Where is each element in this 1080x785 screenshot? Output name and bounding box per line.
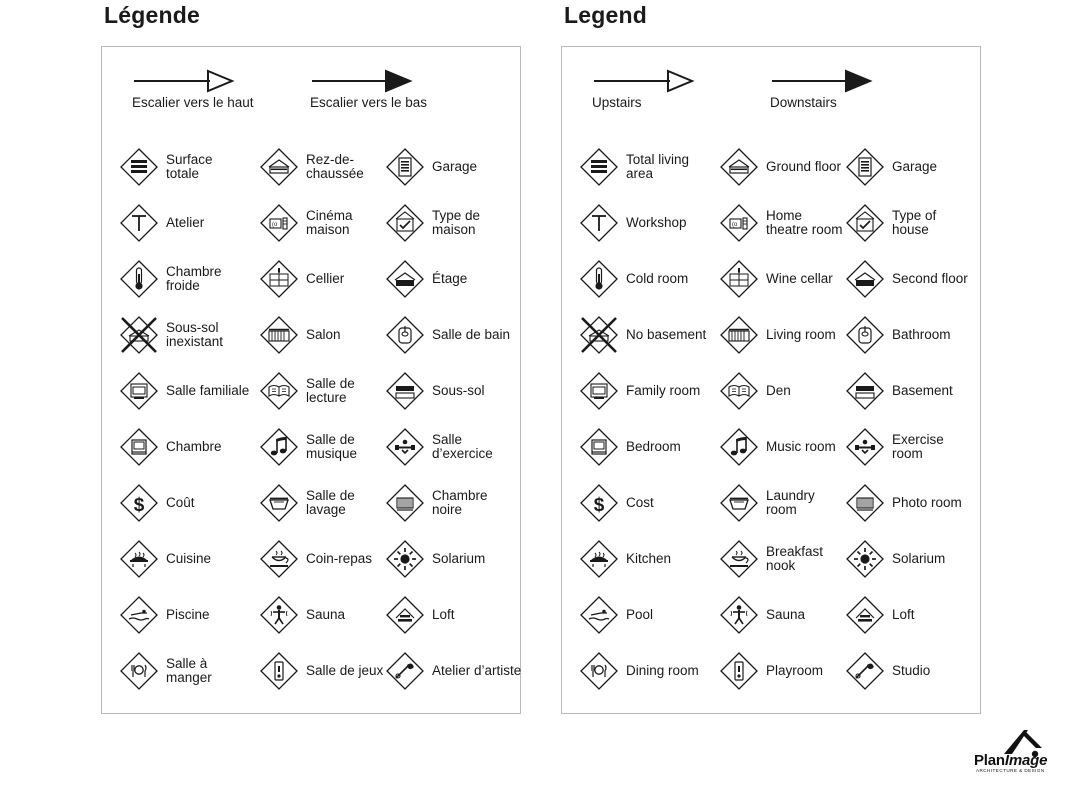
laundry-room-icon <box>258 482 300 524</box>
dining-room-icon <box>118 650 160 692</box>
legend-item-label: Solarium <box>892 550 946 566</box>
legend-item-label: Bedroom <box>626 438 681 454</box>
legend-item <box>578 195 718 251</box>
legend-item-label: Salle de bain <box>432 326 511 342</box>
legend-item-label: Coût <box>166 494 195 510</box>
legend-item-label: Den <box>766 382 791 398</box>
legend-item-label: Ground floor <box>766 158 842 174</box>
svg-text:$: $ <box>133 495 145 516</box>
exercise-room-icon <box>384 426 426 468</box>
legend-item-label: Salle de lecture <box>306 375 355 405</box>
legend-grid-fr <box>102 139 520 699</box>
legend-item <box>844 419 984 475</box>
legend-item-label: Laundry room <box>766 487 815 517</box>
legend-item <box>118 139 258 195</box>
legend-item <box>384 251 524 307</box>
legend-item-label: Cuisine <box>166 550 212 566</box>
home-theatre-icon <box>718 202 760 244</box>
bedroom-icon <box>118 426 160 468</box>
den-icon <box>718 370 760 412</box>
legend-item-label: Salle à manger <box>166 655 212 685</box>
photo-room-icon <box>384 482 426 524</box>
legend-item-label: Salle de lavage <box>306 487 355 517</box>
legend-item-label: Cellier <box>306 270 345 286</box>
legend-item <box>844 139 984 195</box>
legend-item <box>578 139 718 195</box>
legend-item <box>578 251 718 307</box>
legend-item <box>258 307 384 363</box>
legend-item-label: Garage <box>892 158 938 174</box>
legend-item-label: Sous-sol inexistant <box>166 319 224 349</box>
legend-item <box>844 587 984 643</box>
breakfast-nook-icon <box>258 538 300 580</box>
type-of-house-icon <box>384 202 426 244</box>
legend-item-label: Type of house <box>892 207 937 237</box>
legend-item <box>844 363 984 419</box>
legend-panel-fr <box>101 46 521 714</box>
legend-item-label: Cold room <box>626 270 689 286</box>
legend-item-label: Home theatre room <box>766 207 843 237</box>
legend-item-label: Chambre noire <box>432 487 488 517</box>
legend-item <box>258 363 384 419</box>
legend-arrow-upstairs-fr <box>132 67 254 110</box>
loft-icon <box>384 594 426 636</box>
legend-item <box>258 643 384 699</box>
legend-item <box>258 139 384 195</box>
legend-item <box>718 643 844 699</box>
kitchen-icon <box>578 538 620 580</box>
svg-text:(o: (o <box>732 222 738 228</box>
logo-brand-italic: Image <box>1004 752 1048 769</box>
legend-item-label: Pool <box>626 606 654 622</box>
legend-item-label: Salle de jeux <box>306 662 384 678</box>
exercise-room-icon <box>844 426 886 468</box>
type-of-house-icon <box>844 202 886 244</box>
living-room-icon <box>258 314 300 356</box>
legend-item <box>718 195 844 251</box>
legend-item <box>844 307 984 363</box>
pool-icon <box>118 594 160 636</box>
wine-cellar-icon <box>718 258 760 300</box>
legend-item <box>118 195 258 251</box>
legend-item-label: Loft <box>432 606 455 622</box>
workshop-icon <box>118 202 160 244</box>
total-living-area-icon <box>118 146 160 188</box>
legend-item <box>118 419 258 475</box>
legend-item-label: Wine cellar <box>766 270 833 286</box>
bathroom-icon <box>844 314 886 356</box>
logo-tagline: ARCHITECTURE & DESIGN <box>976 768 1045 773</box>
legend-item <box>384 195 524 251</box>
legend-item <box>718 475 844 531</box>
legend-item <box>578 643 718 699</box>
legend-item <box>258 419 384 475</box>
dining-room-icon <box>578 650 620 692</box>
legend-item <box>118 587 258 643</box>
playroom-icon <box>258 650 300 692</box>
sauna-icon <box>258 594 300 636</box>
legend-item <box>384 587 524 643</box>
legend-item-label: Cinéma maison <box>306 207 353 237</box>
music-room-icon <box>718 426 760 468</box>
svg-text:$: $ <box>593 495 605 516</box>
arrow-up-outline-icon <box>132 67 237 93</box>
legend-item <box>844 531 984 587</box>
den-icon <box>258 370 300 412</box>
bedroom-icon <box>578 426 620 468</box>
legend-item <box>578 531 718 587</box>
legend-item <box>384 307 524 363</box>
studio-icon <box>844 650 886 692</box>
legend-panel-en <box>561 46 981 714</box>
legend-item-label: Atelier <box>166 214 205 230</box>
bathroom-icon <box>384 314 426 356</box>
no-basement-icon <box>118 314 160 356</box>
legend-item <box>578 419 718 475</box>
legend-item <box>578 475 718 531</box>
legend-item <box>844 195 984 251</box>
playroom-icon <box>718 650 760 692</box>
legend-item <box>718 251 844 307</box>
basement-icon <box>384 370 426 412</box>
arrow-down-solid-icon <box>310 67 415 93</box>
workshop-icon <box>578 202 620 244</box>
legend-grid-en <box>562 139 980 699</box>
wine-cellar-icon <box>258 258 300 300</box>
legend-item-label: Dining room <box>626 662 699 678</box>
cold-room-icon <box>118 258 160 300</box>
legend-item-label: Coin-repas <box>306 550 373 566</box>
legend-item <box>578 363 718 419</box>
legend-item <box>384 419 524 475</box>
ground-floor-icon <box>258 146 300 188</box>
legend-item-label: Garage <box>432 158 478 174</box>
family-room-icon <box>578 370 620 412</box>
legend-item <box>258 531 384 587</box>
legend-item-label: Salle d’exercice <box>432 431 493 461</box>
laundry-room-icon <box>718 482 760 524</box>
home-theatre-icon <box>258 202 300 244</box>
legend-arrow-downstairs-en <box>770 67 875 110</box>
legend-item-label: Salle de musique <box>306 431 358 461</box>
legend-item-label: Piscine <box>166 606 210 622</box>
legend-item-label: Loft <box>892 606 915 622</box>
legend-item-label: Sous-sol <box>432 382 485 398</box>
cold-room-icon <box>578 258 620 300</box>
garage-icon <box>384 146 426 188</box>
legend-item-label: Family room <box>626 382 701 398</box>
cost-icon <box>578 482 620 524</box>
legend-arrow-downstairs-fr <box>310 67 427 110</box>
legend-item <box>718 363 844 419</box>
legend-item-label: Kitchen <box>626 550 672 566</box>
living-room-icon <box>718 314 760 356</box>
legend-item-label: Solarium <box>432 550 486 566</box>
legend-item <box>258 587 384 643</box>
legend-item-label: Photo room <box>892 494 962 510</box>
legend-item-label: Exercise room <box>892 431 944 461</box>
planimage-logo <box>966 730 1070 778</box>
legend-item <box>384 531 524 587</box>
cost-icon <box>118 482 160 524</box>
legend-item <box>718 419 844 475</box>
legend-arrow-upstairs-en <box>592 67 697 110</box>
music-room-icon <box>258 426 300 468</box>
legend-item <box>118 251 258 307</box>
second-floor-icon <box>844 258 886 300</box>
sauna-icon <box>718 594 760 636</box>
legend-item <box>258 475 384 531</box>
arrow-up-outline-icon <box>592 67 697 93</box>
legend-item-label: Basement <box>892 382 953 398</box>
legend-item <box>384 139 524 195</box>
total-living-area-icon <box>578 146 620 188</box>
legend-item-label: Surface totale <box>166 151 213 181</box>
legend-item-label: Type de maison <box>432 207 481 237</box>
legend-item-label: Salle familiale <box>166 382 250 398</box>
breakfast-nook-icon <box>718 538 760 580</box>
page-title-fr: Légende <box>104 2 200 28</box>
legend-item <box>578 587 718 643</box>
legend-item <box>844 251 984 307</box>
legend-item-label: Second floor <box>892 270 968 286</box>
garage-icon <box>844 146 886 188</box>
legend-item <box>718 531 844 587</box>
legend-item <box>578 307 718 363</box>
legend-item-label: Bathroom <box>892 326 951 342</box>
ground-floor-icon <box>718 146 760 188</box>
legend-item-label: Chambre <box>166 438 222 454</box>
legend-item <box>718 139 844 195</box>
legend-item-label: No basement <box>626 326 707 342</box>
svg-text:(o: (o <box>272 222 278 228</box>
legend-item-label: Studio <box>892 662 931 678</box>
legend-item <box>844 643 984 699</box>
legend-item <box>718 587 844 643</box>
legend-item <box>118 363 258 419</box>
photo-room-icon <box>844 482 886 524</box>
legend-item <box>384 363 524 419</box>
legend-item-label: Total living area <box>626 151 690 181</box>
legend-item <box>384 475 524 531</box>
loft-icon <box>844 594 886 636</box>
legend-item-label: Sauna <box>306 606 346 622</box>
arrow-downstairs-label-fr: Escalier vers le bas <box>310 95 428 110</box>
basement-icon <box>844 370 886 412</box>
legend-item <box>118 531 258 587</box>
no-basement-icon <box>578 314 620 356</box>
legend-item-label: Salon <box>306 326 341 342</box>
studio-icon <box>384 650 426 692</box>
legend-item <box>258 195 384 251</box>
legend-item <box>118 307 258 363</box>
family-room-icon <box>118 370 160 412</box>
arrow-upstairs-label-en: Upstairs <box>592 95 642 110</box>
arrow-row-fr <box>102 67 520 129</box>
legend-item-label: Chambre froide <box>166 263 222 293</box>
legend-item <box>118 475 258 531</box>
legend-item-label: Breakfast nook <box>766 543 824 573</box>
second-floor-icon <box>384 258 426 300</box>
legend-item-label: Living room <box>766 326 836 342</box>
legend-item-label: Music room <box>766 438 836 454</box>
pool-icon <box>578 594 620 636</box>
solarium-icon <box>384 538 426 580</box>
legend-item-label: Atelier d’artiste <box>432 662 522 678</box>
legend-item-label: Étage <box>432 270 468 286</box>
legend-item <box>384 643 524 699</box>
logo-brand-plain: Plan <box>974 752 1005 769</box>
legend-item-label: Rez-de-chaussée <box>306 151 364 181</box>
legend-item <box>258 251 384 307</box>
legend-item-label: Sauna <box>766 606 806 622</box>
arrow-row-en <box>562 67 980 129</box>
legend-item <box>718 307 844 363</box>
arrow-downstairs-label-en: Downstairs <box>770 95 837 110</box>
solarium-icon <box>844 538 886 580</box>
logo-brand-text <box>974 752 1047 769</box>
legend-item <box>118 643 258 699</box>
arrow-down-solid-icon <box>770 67 875 93</box>
page-title-en: Legend <box>564 2 647 28</box>
legend-item-label: Playroom <box>766 662 824 678</box>
arrow-upstairs-label-fr: Escalier vers le haut <box>132 95 254 110</box>
kitchen-icon <box>118 538 160 580</box>
legend-item-label: Workshop <box>626 214 687 230</box>
legend-item <box>844 475 984 531</box>
legend-item-label: Cost <box>626 494 654 510</box>
